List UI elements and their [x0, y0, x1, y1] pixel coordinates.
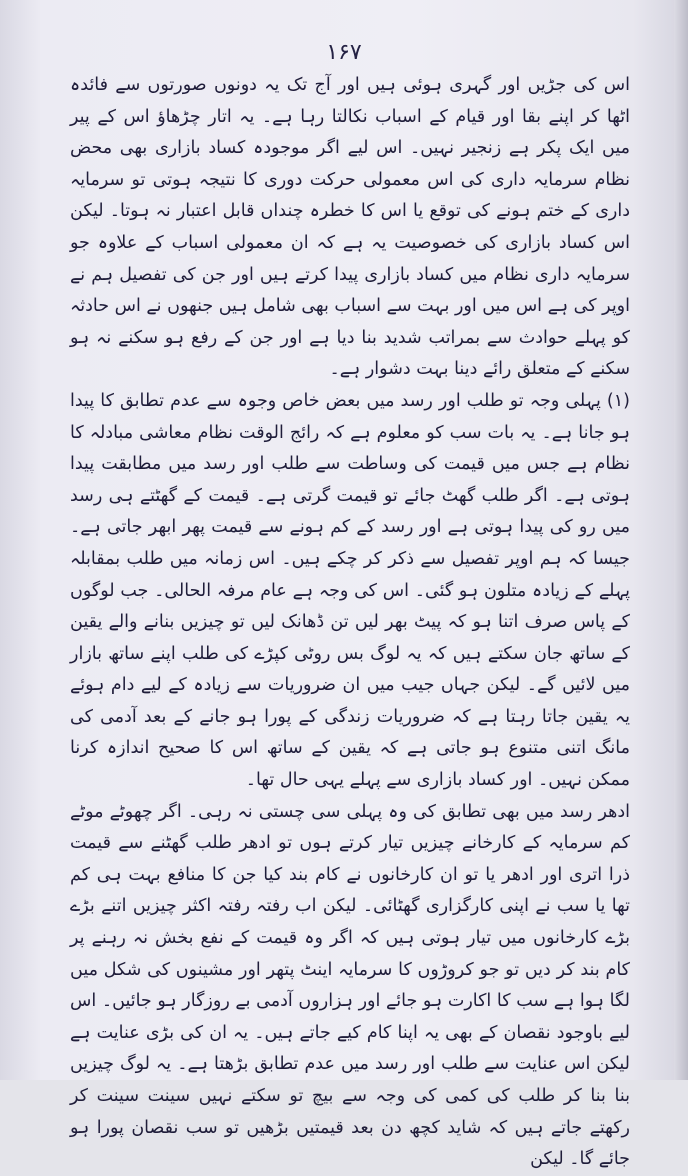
paragraph-3: ادھر رسد میں بھی تطابق کی وہ پہلی سی چستی نہ رہی۔ اگر چھوٹے موٹے کم سرمایہ کے کارخانے چیزیں تیار کرتے ہوں تو ادھر طلب گھٹنے سے قیمت ذرا اتری اور ادھر یا تو ان کارخانوں نے کام بند کیا جن کا منافع بہت ہی کم تھا یا سب نے اپنی کارگزاری گھٹائی۔ لیکن اب رفتہ رفتہ اکثر چیزیں اتنے بڑے بڑے کارخانوں میں تیار ہوتی ہیں کہ اگر وہ قیمت کے نفع بخش نہ رہنے پر کام بند کر دیں تو جو کروڑوں کا سرمایہ اینٹ پتھر اور مشینوں کی شکل میں لگا ہوا ہے سب کا اکارت ہو جائے اور ہزاروں آدمی بے روزگار ہو جائیں۔ اس لیے باوجود نقصان کے بھی یہ اپنا کام کیے جاتے ہیں۔ یہ ان کی بڑی عنایت ہے لیکن اس عنایت سے طلب اور رسد میں عدم تطابق بڑھتا ہے۔ یہ لوگ چیزیں بنا بنا کر طلب کی کمی کی وجہ سے بیچ تو سکتے نہیں سینت سینت کر رکھتے جاتے ہیں کہ شاید کچھ دن بعد قیمتیں بڑھیں تو سب نقصان پورا ہو جائے گا۔ لیکن: [70, 801, 630, 1170]
paragraph-2: (۱) پہلی وجہ تو طلب اور رسد میں بعض خاص وجوہ سے عدم تطابق کا پیدا ہو جانا ہے۔ یہ بات سب کو معلوم ہے کہ رائج الوقت نظام معاشی مبادلہ کا نظام ہے جس میں قیمت کی وساطت سے طلب اور رسد میں مطابقت پیدا ہوتی ہے۔ اگر طلب گھٹ جائے تو قیمت گرتی ہے۔ قیمت کے گھٹتے ہی رسد میں رو کی پیدا ہوتی ہے اور رسد کے کم ہونے سے قیمت پھر ابھر جاتی ہے۔ جیسا کہ ہم اوپر تفصیل سے ذکر کر چکے ہیں۔ اس زمانہ میں طلب بمقابلہ پہلے کے زیادہ متلون ہو گئی۔ اس کی وجہ ہے عام مرفہ الحالی۔ جب لوگوں کے پاس صرف اتنا ہو کہ پیٹ بھر لیں تن ڈھانک لیں تو چیزیں بنانے والے یقین کے ساتھ جان سکتے ہیں کہ یہ لوگ بس روٹی کپڑے کی طلب اپنے ساتھ بازار میں لائیں گے۔ لیکن جہاں جیب میں ان ضروریات سے زیادہ کے لیے دام ہوئے یہ یقین جاتا رہتا ہے کہ ضروریات زندگی کے پورا ہو جانے کے بعد آدمی کی مانگ اتنی متنوع ہو جاتی ہے کہ یقین کے ساتھ اس کا صحیح اندازہ کرنا ممکن نہیں۔ اور کساد بازاری سے پہلے یہی حال تھا۔: [70, 390, 630, 791]
page-spine-shadow: [674, 0, 688, 1080]
page-number: ۱۶۷: [326, 40, 362, 65]
paragraph-1: اس کی جڑیں اور گہری ہوئی ہیں اور آج تک یہ دونوں صورتوں سے فائدہ اٹھا کر اپنے بقا اور قیام کے اسباب نکالتا رہا ہے۔ یہ اتار چڑھاؤ اس کے پیر میں ایک پکر ہے زنجیر نہیں۔ اس لیے اگر موجودہ کساد بازاری بھی محض نظام سرمایہ داری کی اس معمولی حرکت دوری کا نتیجہ ہوتی تو سرمایہ داری کے ختم ہونے کی توقع یا اس کا خطرہ چنداں قابل اعتبار نہ ہوتا۔ لیکن اس کساد بازاری کی خصوصیت یہ ہے کہ ان معمولی اسباب کے علاوہ جو سرمایہ داری نظام میں کساد بازاری پیدا کرتے ہیں اور جن کی تفصیل ہم نے اوپر کی ہے اس میں اور بہت سے اسباب بھی شامل ہیں جنھوں نے اس حادثہ کو پہلے حوادث سے بمراتب شدید بنا دیا ہے اور جن کے رفع ہو سکنے نہ ہو سکنے کے متعلق رائے دینا بہت دشوار ہے۔: [70, 75, 630, 380]
body-text: [70, 70, 630, 1176]
